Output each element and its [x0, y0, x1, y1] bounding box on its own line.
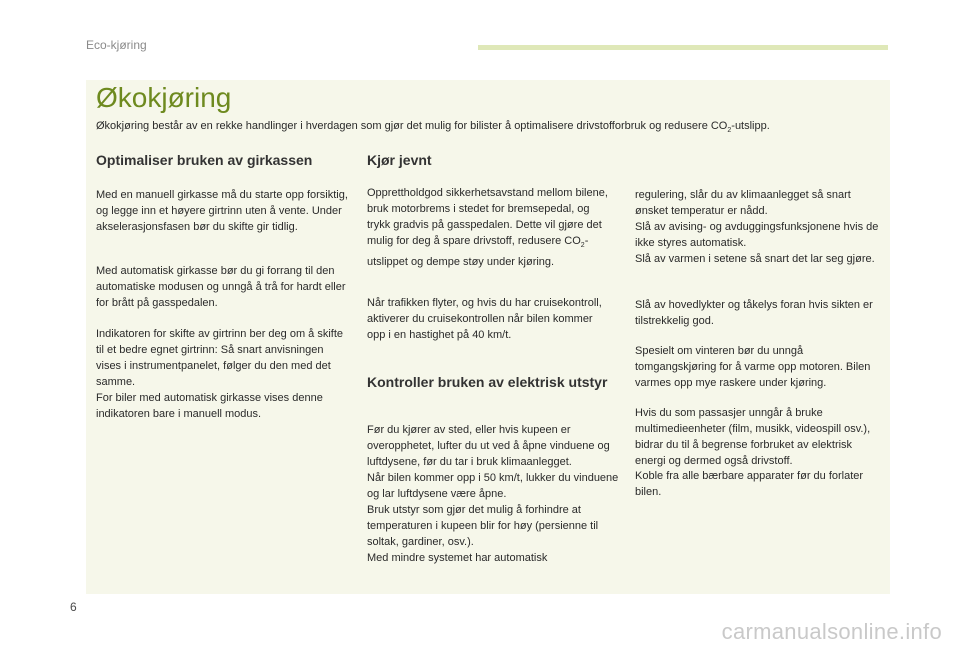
drive-paragraph-2: Når trafikken flyter, og hvis du har cruisekontroll, aktiverer du cruisekontrollen når bilen kommer opp i en hastighet på 40 km/t. [367, 297, 602, 341]
col3-paragraph-5: Spesielt om vinteren bør du unngå tomgangskjøring for å varme opp motoren. Bilen varmes opp mye raskere under kjøring. [635, 345, 871, 389]
col3-paragraph-2: Slå av avising- og avduggingsfunksjonene hvis de ikke styres automatisk. [635, 221, 879, 249]
drive-paragraph-1-after: -utslippet og dempe støy under kjøring. [367, 235, 589, 269]
heading-drive-smooth: Kjør jevnt [367, 152, 432, 168]
col3-paragraph-7: Koble fra alle bærbare apparater før du forlater bilen. [635, 470, 864, 498]
drive-paragraph-1 [367, 185, 612, 270]
page-number: 6 [70, 600, 77, 614]
intro-text [96, 118, 876, 139]
col3-paragraph-1: regulering, slår du av klimaanlegget så snart ønsket temperatur er nådd. [635, 189, 851, 217]
electrical-paragraph-1: Før du kjører av sted, eller hvis kupeen er overopphetet, lufter du ut ved å åpne vinduene og luftdysene, før du tar i bruk klimaanlegget. [367, 424, 610, 468]
gearbox-paragraph-4: For biler med automatisk girkasse vises denne indikatoren bare i manuell modus. [96, 392, 323, 420]
col3-paragraph-6: Hvis du som passasjer unngår å bruke multimedieenheter (film, musikk, videospill osv.), bidrar du til å begrense forbruket av elektrisk energi og dermed også drivstoff. [635, 407, 871, 467]
drive-paragraph-1-before: Opprettholdgod sikkerhetsavstand mellom bilene, bruk motorbrems i stedet for bremsepedal, og trykk gradvis på gasspedalen. Dette vil gjøre det mulig for deg å spare drivstoff, redusere CO [367, 187, 608, 247]
section-bar [478, 45, 888, 50]
heading-electrical-equipment: Kontroller bruken av elektrisk utstyr [367, 374, 608, 390]
electrical-paragraph-2: Når bilen kommer opp i 50 km/t, lukker du vinduene og lar luftdysene være åpne. [367, 472, 619, 500]
gearbox-paragraph-2: Med automatisk girkasse bør du gi forrang til den automatiske modusen og unngå å trå for hardt eller for brått på gasspedalen. [96, 265, 346, 309]
electrical-paragraph-4: Med mindre systemet har automatisk [367, 552, 548, 564]
page-title: Økokjøring [96, 82, 232, 113]
heading-gearbox: Optimaliser bruken av girkassen [96, 152, 313, 168]
section-label: Eco-kjøring [86, 38, 147, 52]
gearbox-paragraph-3: Indikatoren for skifte av girtrinn ber deg om å skifte til et bedre egnet girtrinn: Så snart anvisningen vises i instrumentpanelet, følger du den med det samme. [96, 328, 344, 388]
col3-paragraph-3: Slå av varmen i setene så snart det lar seg gjøre. [635, 253, 875, 265]
intro-subscript: 2 [727, 127, 732, 135]
gearbox-paragraph-1: Med en manuell girkasse må du starte opp forsiktig, og legge inn et høyere girtrinn uten å vente. Under akselerasjonsfasen bør du skifte gir tidlig. [96, 189, 348, 233]
intro-text-after: -utslipp. [731, 120, 770, 132]
col3-paragraph-4: Slå av hovedlykter og tåkelys foran hvis sikten er tilstrekkelig god. [635, 299, 873, 327]
electrical-paragraph-3: Bruk utstyr som gjør det mulig å forhindre at temperaturen i kupeen blir for høy (persienne til soltak, gardiner, osv.). [367, 504, 599, 548]
watermark: carmanualsonline.info [721, 619, 942, 644]
drive-subscript: 2 [580, 242, 585, 250]
intro-text-before: Økokjøring består av en rekke handlinger i hverdagen som gjør det mulig for bilister å optimalisere drivstofforbruk og redusere CO [96, 120, 728, 132]
